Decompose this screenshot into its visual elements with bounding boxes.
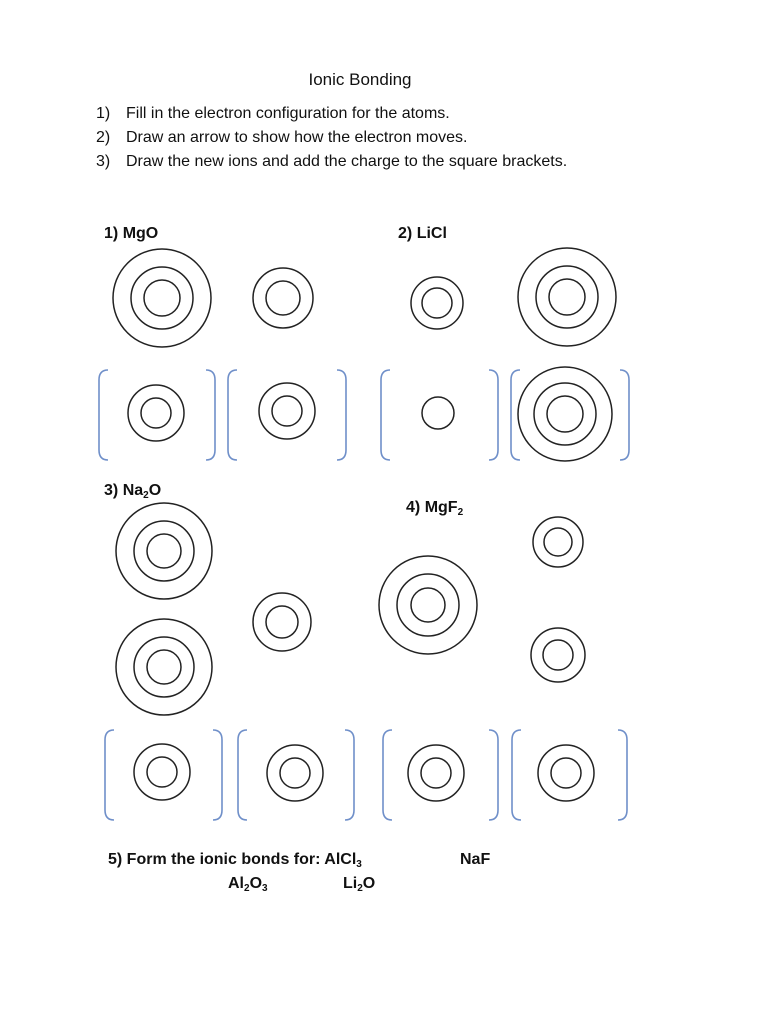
atom-o-q1 bbox=[253, 268, 313, 328]
bracket-left bbox=[99, 370, 108, 460]
formula-al2o3: $Al_2O_3$ bbox=[228, 875, 268, 894]
atom-mg-q1 bbox=[113, 249, 211, 347]
ion-q1-o bbox=[259, 383, 315, 439]
atom-f-q4-top bbox=[533, 517, 583, 567]
question-number: 1) bbox=[104, 225, 119, 242]
ion-q4-a bbox=[408, 745, 464, 801]
formula: MgF$_2$ bbox=[424, 499, 464, 518]
bracket-left bbox=[512, 730, 521, 820]
formula: $Na_2O$ bbox=[122, 482, 162, 501]
instruction-number: 2) bbox=[96, 129, 111, 146]
atom-mg-q4 bbox=[379, 556, 477, 654]
atom-na-q3-bottom bbox=[116, 619, 212, 715]
page-title: Ionic Bonding bbox=[308, 70, 412, 89]
bracket-right bbox=[618, 730, 627, 820]
formula: MgO bbox=[122, 225, 159, 242]
question-number: 2) bbox=[398, 225, 413, 242]
bracket-left bbox=[105, 730, 114, 820]
ion-q3-a bbox=[134, 744, 190, 800]
atom-li-q2 bbox=[411, 277, 463, 329]
formula-alcl3: AlCl$_3$ bbox=[324, 851, 362, 870]
instruction-number: 3) bbox=[96, 153, 111, 170]
bracket-right bbox=[206, 370, 215, 460]
bracket-left bbox=[238, 730, 247, 820]
formula: LiCl bbox=[416, 225, 447, 242]
ion-q4-b bbox=[538, 745, 594, 801]
atom-na-q3-top bbox=[116, 503, 212, 599]
instruction-number: 1) bbox=[96, 105, 111, 122]
formula-naf: NaF bbox=[460, 851, 491, 868]
bracket-left bbox=[381, 370, 390, 460]
question-5-prompt: 5) Form the ionic bonds for: AlCl$_3$ bbox=[108, 851, 362, 870]
atom-cl-q2 bbox=[518, 248, 616, 346]
ion-q2-li bbox=[422, 397, 454, 429]
instruction-text: Draw the new ions and add the charge to the square brackets. bbox=[126, 153, 568, 170]
atom-f-q4-bottom bbox=[531, 628, 585, 682]
instruction-text: Draw an arrow to show how the electron moves. bbox=[126, 129, 468, 146]
bracket-right bbox=[489, 370, 498, 460]
question-number: 3) bbox=[104, 482, 119, 499]
ion-q3-b bbox=[267, 745, 323, 801]
formula-li2o: $Li_2O$ bbox=[343, 875, 376, 894]
ion-q2-cl bbox=[518, 367, 612, 461]
bracket-right bbox=[337, 370, 346, 460]
question-number: 4) bbox=[406, 499, 421, 516]
instruction-text: Fill in the electron configuration for the atoms. bbox=[126, 105, 450, 122]
ion-q1-mg bbox=[128, 385, 184, 441]
atom-o-q3 bbox=[253, 593, 311, 651]
bracket-right bbox=[489, 730, 498, 820]
bracket-right bbox=[213, 730, 222, 820]
bracket-left bbox=[383, 730, 392, 820]
bracket-left bbox=[228, 370, 237, 460]
bracket-right bbox=[345, 730, 354, 820]
bracket-right bbox=[620, 370, 629, 460]
